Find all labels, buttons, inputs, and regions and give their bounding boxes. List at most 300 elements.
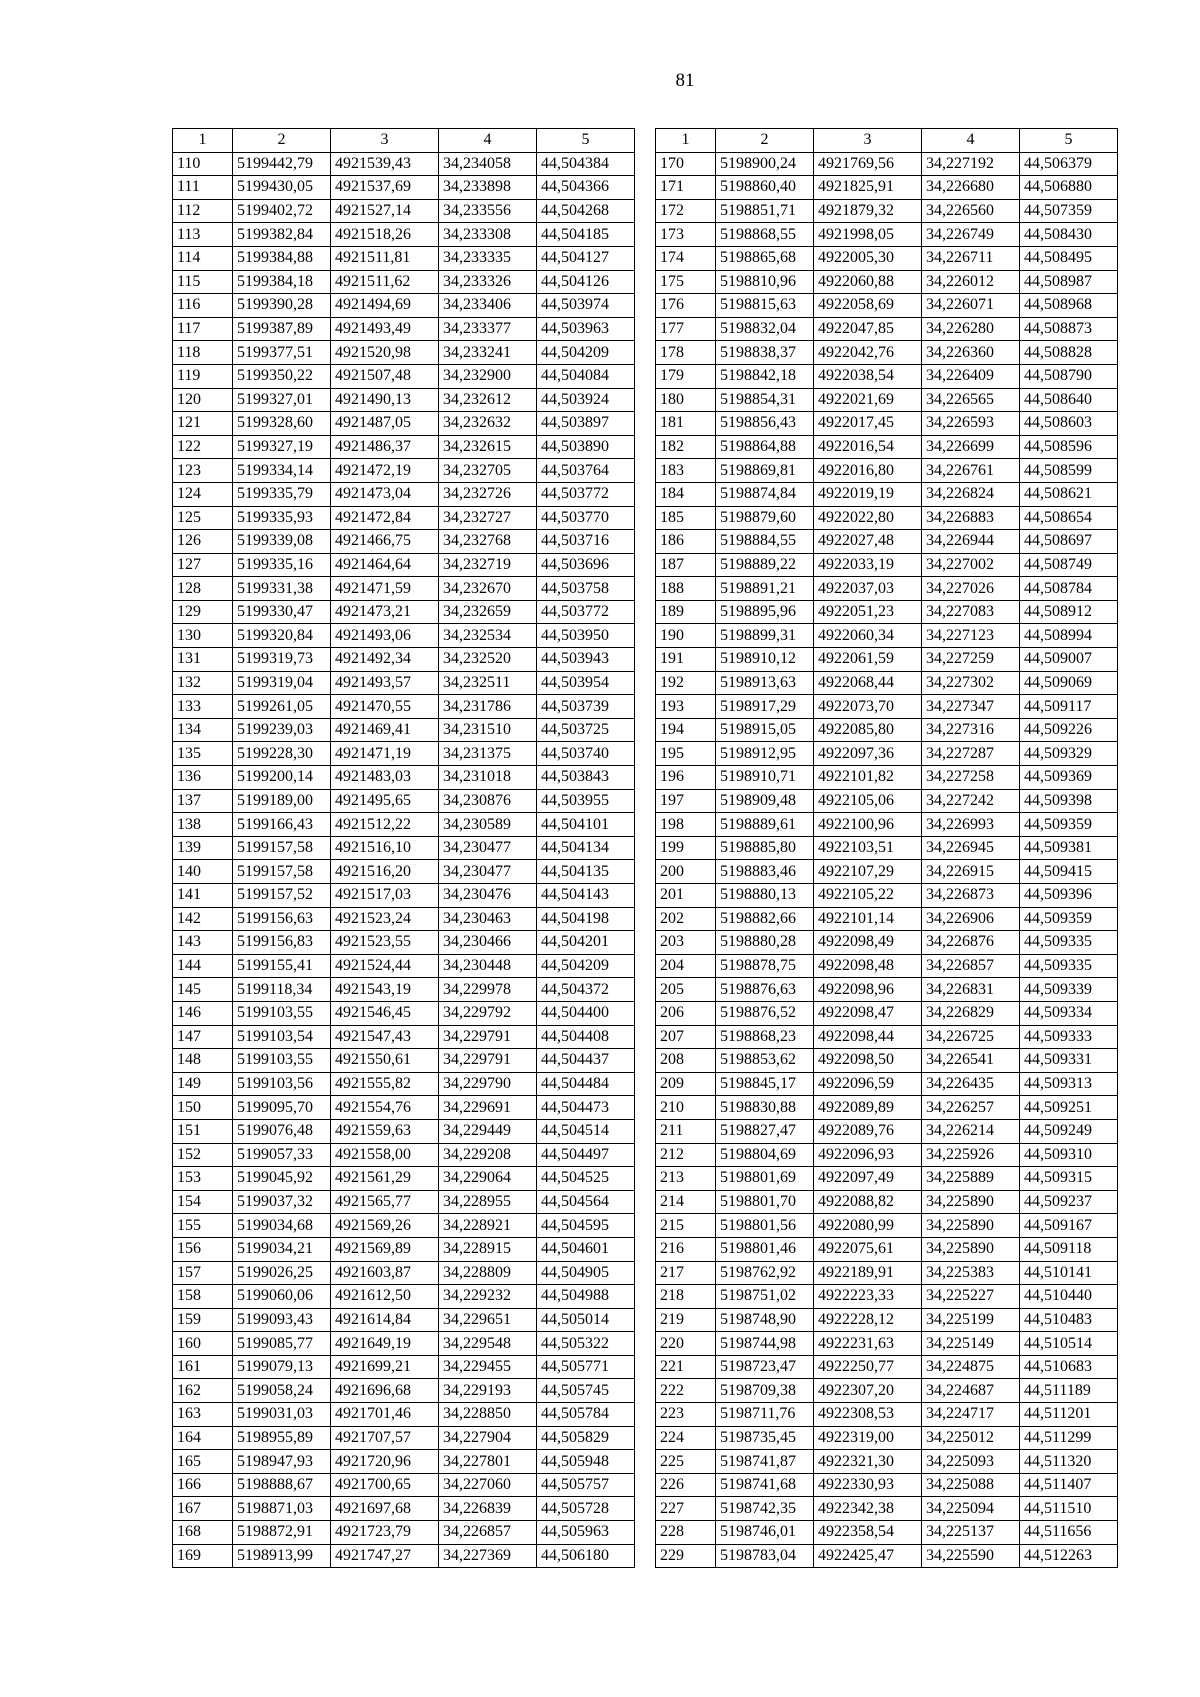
table-cell: 44,509237 [1020, 1190, 1118, 1214]
table-cell: 4922103,51 [814, 836, 922, 860]
table-cell: 4922097,49 [814, 1167, 922, 1191]
table-cell: 34,226906 [922, 907, 1020, 931]
table-row [656, 176, 1118, 200]
table-cell: 5199034,68 [233, 1214, 331, 1238]
table-cell: 44,509329 [1020, 742, 1118, 766]
table-cell: 149 [173, 1072, 233, 1096]
table-cell: 34,231786 [439, 695, 537, 719]
table-cell: 4921547,43 [331, 1025, 439, 1049]
table-cell: 4921523,24 [331, 907, 439, 931]
table-cell: 110 [173, 152, 233, 176]
table-cell: 5198900,24 [716, 152, 814, 176]
table-cell: 127 [173, 553, 233, 577]
table-row [656, 459, 1118, 483]
table-cell: 44,504084 [537, 364, 635, 388]
table-cell: 5199058,24 [233, 1379, 331, 1403]
table-row [173, 1426, 635, 1450]
table-cell: 118 [173, 341, 233, 365]
table-cell: 4922098,96 [814, 978, 922, 1002]
table-cell: 201 [656, 884, 716, 908]
table-cell: 34,225199 [922, 1308, 1020, 1332]
table-cell: 5198876,52 [716, 1001, 814, 1025]
table-cell: 4922060,34 [814, 624, 922, 648]
table-cell: 44,503890 [537, 435, 635, 459]
table-cell: 4922017,45 [814, 412, 922, 436]
table-cell: 115 [173, 270, 233, 294]
table-cell: 34,230876 [439, 789, 537, 813]
table-row [656, 152, 1118, 176]
table-cell: 34,228850 [439, 1403, 537, 1427]
table-cell: 5199377,51 [233, 341, 331, 365]
table-cell: 5198801,69 [716, 1167, 814, 1191]
table-cell: 187 [656, 553, 716, 577]
table-cell: 44,509334 [1020, 1001, 1118, 1025]
table-cell: 143 [173, 931, 233, 955]
table-cell: 219 [656, 1308, 716, 1332]
table-cell: 44,504201 [537, 931, 635, 955]
table-cell: 34,224875 [922, 1355, 1020, 1379]
table-row [173, 246, 635, 270]
table-cell: 4922308,53 [814, 1403, 922, 1427]
table-cell: 44,504366 [537, 176, 635, 200]
table-cell: 5199103,54 [233, 1025, 331, 1049]
table-cell: 4921696,68 [331, 1379, 439, 1403]
table-cell: 120 [173, 388, 233, 412]
table-cell: 225 [656, 1450, 716, 1474]
table-cell: 5199335,93 [233, 506, 331, 530]
table-cell: 5199166,43 [233, 813, 331, 837]
table-row [656, 718, 1118, 742]
table-cell: 141 [173, 884, 233, 908]
table-cell: 4921697,68 [331, 1497, 439, 1521]
table-cell: 34,226944 [922, 530, 1020, 554]
table-row [656, 671, 1118, 695]
table-cell: 34,227083 [922, 600, 1020, 624]
coordinates-table-left [172, 128, 635, 1568]
table-cell: 4921493,57 [331, 671, 439, 695]
table-cell: 34,225094 [922, 1497, 1020, 1521]
table-cell: 4922005,30 [814, 246, 922, 270]
table-cell: 5198845,17 [716, 1072, 814, 1096]
table-cell: 4922105,06 [814, 789, 922, 813]
table-cell: 199 [656, 836, 716, 860]
table-cell: 4921546,45 [331, 1001, 439, 1025]
table-cell: 34,232632 [439, 412, 537, 436]
table-cell: 5199384,88 [233, 246, 331, 270]
table-cell: 128 [173, 577, 233, 601]
table-row [173, 1167, 635, 1191]
table-cell: 44,509331 [1020, 1049, 1118, 1073]
table-cell: 200 [656, 860, 716, 884]
table-cell: 4922061,59 [814, 648, 922, 672]
table-cell: 220 [656, 1332, 716, 1356]
table-row [173, 152, 635, 176]
table-cell: 34,232534 [439, 624, 537, 648]
table-cell: 5199330,47 [233, 600, 331, 624]
table-cell: 34,226993 [922, 813, 1020, 837]
table-cell: 137 [173, 789, 233, 813]
table-cell: 4922037,03 [814, 577, 922, 601]
table-cell: 5198879,60 [716, 506, 814, 530]
table-cell: 34,226824 [922, 482, 1020, 506]
table-cell: 44,505948 [537, 1450, 635, 1474]
table-cell: 44,504905 [537, 1261, 635, 1285]
table-row [656, 648, 1118, 672]
table-cell: 44,505014 [537, 1308, 635, 1332]
table-cell: 5199319,04 [233, 671, 331, 695]
table-row [656, 553, 1118, 577]
table-cell: 4922019,19 [814, 482, 922, 506]
table-cell: 5199261,05 [233, 695, 331, 719]
table-cell: 34,227316 [922, 718, 1020, 742]
table-cell: 4921565,77 [331, 1190, 439, 1214]
table-cell: 5198891,21 [716, 577, 814, 601]
table-cell: 4921486,37 [331, 435, 439, 459]
table-row [656, 695, 1118, 719]
table-cell: 5198882,66 [716, 907, 814, 931]
table-cell: 34,226749 [922, 223, 1020, 247]
table-cell: 44,504595 [537, 1214, 635, 1238]
table-cell: 34,227026 [922, 577, 1020, 601]
table-cell: 34,230589 [439, 813, 537, 837]
table-cell: 4921471,19 [331, 742, 439, 766]
table-cell: 5198876,63 [716, 978, 814, 1002]
table-cell: 44,504400 [537, 1001, 635, 1025]
table-cell: 34,225137 [922, 1521, 1020, 1545]
table-cell: 5198878,75 [716, 954, 814, 978]
table-cell: 4921539,43 [331, 152, 439, 176]
table-cell: 34,229232 [439, 1285, 537, 1309]
table-row [173, 836, 635, 860]
table-cell: 44,505829 [537, 1426, 635, 1450]
table-cell: 44,504209 [537, 954, 635, 978]
table-cell: 139 [173, 836, 233, 860]
table-cell: 4921723,79 [331, 1521, 439, 1545]
table-cell: 4922042,76 [814, 341, 922, 365]
table-cell: 44,509339 [1020, 978, 1118, 1002]
table-cell: 227 [656, 1497, 716, 1521]
table-cell: 4922033,19 [814, 553, 922, 577]
table-row [173, 860, 635, 884]
table-cell: 4922231,63 [814, 1332, 922, 1356]
table-cell: 34,226012 [922, 270, 1020, 294]
table-cell: 4921537,69 [331, 176, 439, 200]
table-cell: 44,511299 [1020, 1426, 1118, 1450]
table-cell: 5199442,79 [233, 152, 331, 176]
table-row [656, 1025, 1118, 1049]
table-cell: 171 [656, 176, 716, 200]
table-cell: 5199350,22 [233, 364, 331, 388]
table-cell: 34,230448 [439, 954, 537, 978]
table-cell: 4921700,65 [331, 1473, 439, 1497]
table-cell: 4922021,69 [814, 388, 922, 412]
table-cell: 179 [656, 364, 716, 388]
table-cell: 44,510514 [1020, 1332, 1118, 1356]
table-cell: 5198872,91 [233, 1521, 331, 1545]
table-cell: 44,505745 [537, 1379, 635, 1403]
table-cell: 34,227242 [922, 789, 1020, 813]
table-cell: 34,226839 [439, 1497, 537, 1521]
table-cell: 34,229791 [439, 1049, 537, 1073]
table-cell: 215 [656, 1214, 716, 1238]
table-cell: 5199037,32 [233, 1190, 331, 1214]
table-cell: 4921473,21 [331, 600, 439, 624]
column-header: 4 [922, 129, 1020, 153]
table-cell: 5198854,31 [716, 388, 814, 412]
table-row [173, 341, 635, 365]
table-row [173, 1544, 635, 1568]
table-cell: 5198709,38 [716, 1379, 814, 1403]
table-cell: 44,504143 [537, 884, 635, 908]
table-cell: 4922058,69 [814, 294, 922, 318]
table-row [656, 1426, 1118, 1450]
table-cell: 123 [173, 459, 233, 483]
table-cell: 34,227369 [439, 1544, 537, 1568]
table-row [656, 813, 1118, 837]
table-cell: 197 [656, 789, 716, 813]
table-cell: 5199157,52 [233, 884, 331, 908]
table-cell: 34,233556 [439, 199, 537, 223]
table-cell: 34,230477 [439, 860, 537, 884]
table-cell: 34,234058 [439, 152, 537, 176]
table-cell: 34,226071 [922, 294, 1020, 318]
table-row [173, 648, 635, 672]
table-row [173, 1308, 635, 1332]
table-cell: 34,230463 [439, 907, 537, 931]
table-cell: 5199334,14 [233, 459, 331, 483]
table-cell: 5199430,05 [233, 176, 331, 200]
table-cell: 196 [656, 766, 716, 790]
table-cell: 5199328,60 [233, 412, 331, 436]
table-cell: 44,503739 [537, 695, 635, 719]
table-cell: 4922098,49 [814, 931, 922, 955]
table-row [656, 364, 1118, 388]
table-cell: 194 [656, 718, 716, 742]
table-row [656, 1167, 1118, 1191]
table-cell: 44,508994 [1020, 624, 1118, 648]
table-cell: 5199228,30 [233, 742, 331, 766]
table-cell: 34,229208 [439, 1143, 537, 1167]
table-cell: 133 [173, 695, 233, 719]
table-cell: 4921464,64 [331, 553, 439, 577]
table-cell: 34,225590 [922, 1544, 1020, 1568]
table-cell: 34,226883 [922, 506, 1020, 530]
table-row [656, 1521, 1118, 1545]
table-cell: 34,232705 [439, 459, 537, 483]
table-cell: 4921998,05 [814, 223, 922, 247]
table-row [173, 317, 635, 341]
table-cell: 152 [173, 1143, 233, 1167]
table-cell: 184 [656, 482, 716, 506]
table-cell: 5198815,63 [716, 294, 814, 318]
table-cell: 34,226257 [922, 1096, 1020, 1120]
table-cell: 4922330,93 [814, 1473, 922, 1497]
table-cell: 44,509359 [1020, 907, 1118, 931]
table-cell: 34,232727 [439, 506, 537, 530]
table-cell: 44,505322 [537, 1332, 635, 1356]
table-cell: 4921493,06 [331, 624, 439, 648]
table-row [173, 1521, 635, 1545]
table-cell: 5198868,23 [716, 1025, 814, 1049]
table-cell: 208 [656, 1049, 716, 1073]
table-cell: 4922358,54 [814, 1521, 922, 1545]
table-cell: 117 [173, 317, 233, 341]
table-cell: 34,229978 [439, 978, 537, 1002]
table-row [173, 388, 635, 412]
table-cell: 216 [656, 1237, 716, 1261]
table-cell: 44,506379 [1020, 152, 1118, 176]
table-cell: 34,228915 [439, 1237, 537, 1261]
table-row [656, 1355, 1118, 1379]
table-row [173, 624, 635, 648]
table-row [173, 1143, 635, 1167]
table-row [173, 294, 635, 318]
table-row [173, 1285, 635, 1309]
table-cell: 145 [173, 978, 233, 1002]
table-cell: 5199103,55 [233, 1049, 331, 1073]
table-row [656, 624, 1118, 648]
table-cell: 134 [173, 718, 233, 742]
table-cell: 189 [656, 600, 716, 624]
table-cell: 5198742,35 [716, 1497, 814, 1521]
table-cell: 5199093,43 [233, 1308, 331, 1332]
table-cell: 4921516,20 [331, 860, 439, 884]
table-cell: 34,233898 [439, 176, 537, 200]
table-cell: 5199155,41 [233, 954, 331, 978]
table-row [656, 1473, 1118, 1497]
table-cell: 162 [173, 1379, 233, 1403]
table-cell: 34,226876 [922, 931, 1020, 955]
table-cell: 4922098,47 [814, 1001, 922, 1025]
table-cell: 4922342,38 [814, 1497, 922, 1521]
table-cell: 126 [173, 530, 233, 554]
table-cell: 5199103,55 [233, 1001, 331, 1025]
table-cell: 4921469,41 [331, 718, 439, 742]
table-cell: 34,229193 [439, 1379, 537, 1403]
table-cell: 209 [656, 1072, 716, 1096]
table-cell: 34,229651 [439, 1308, 537, 1332]
table-cell: 44,504209 [537, 341, 635, 365]
table-row [173, 1049, 635, 1073]
table-cell: 34,226435 [922, 1072, 1020, 1096]
table-cell: 5198917,29 [716, 695, 814, 719]
table-cell: 4921492,34 [331, 648, 439, 672]
table-row [173, 1497, 635, 1521]
table-cell: 34,229064 [439, 1167, 537, 1191]
table-cell: 5198735,45 [716, 1426, 814, 1450]
table-cell: 221 [656, 1355, 716, 1379]
table-cell: 159 [173, 1308, 233, 1332]
table-cell: 4922319,00 [814, 1426, 922, 1450]
table-cell: 34,232615 [439, 435, 537, 459]
column-header: 1 [656, 129, 716, 153]
table-cell: 44,508621 [1020, 482, 1118, 506]
table-cell: 5198838,37 [716, 341, 814, 365]
table-cell: 44,507359 [1020, 199, 1118, 223]
table-cell: 4922075,61 [814, 1237, 922, 1261]
table-cell: 44,504126 [537, 270, 635, 294]
table-row [656, 1096, 1118, 1120]
table-cell: 132 [173, 671, 233, 695]
table-row [173, 789, 635, 813]
table-cell: 34,232520 [439, 648, 537, 672]
table-cell: 44,509313 [1020, 1072, 1118, 1096]
table-cell: 34,228955 [439, 1190, 537, 1214]
table-cell: 44,503758 [537, 577, 635, 601]
table-cell: 5198864,88 [716, 435, 814, 459]
table-cell: 44,505963 [537, 1521, 635, 1545]
table-cell: 4921569,26 [331, 1214, 439, 1238]
table-cell: 4921550,61 [331, 1049, 439, 1073]
table-cell: 4922250,77 [814, 1355, 922, 1379]
table-cell: 44,505757 [537, 1473, 635, 1497]
table-cell: 34,226360 [922, 341, 1020, 365]
table-cell: 5199045,92 [233, 1167, 331, 1191]
table-cell: 44,505728 [537, 1497, 635, 1521]
table-row [173, 742, 635, 766]
table-cell: 34,227258 [922, 766, 1020, 790]
table-cell: 34,233241 [439, 341, 537, 365]
table-cell: 5198910,12 [716, 648, 814, 672]
table-row [656, 1119, 1118, 1143]
table-row [656, 1450, 1118, 1474]
table-cell: 4921561,29 [331, 1167, 439, 1191]
table-cell: 146 [173, 1001, 233, 1025]
table-row [173, 270, 635, 294]
table-cell: 34,232511 [439, 671, 537, 695]
table-cell: 44,510440 [1020, 1285, 1118, 1309]
table-row [656, 1049, 1118, 1073]
table-cell: 4921517,03 [331, 884, 439, 908]
table-cell: 4921470,55 [331, 695, 439, 719]
table-cell: 5198832,04 [716, 317, 814, 341]
table-cell: 121 [173, 412, 233, 436]
table-row [656, 435, 1118, 459]
table-cell: 34,232659 [439, 600, 537, 624]
table-row [173, 931, 635, 955]
table-cell: 34,226873 [922, 884, 1020, 908]
table-row [173, 813, 635, 837]
table-cell: 44,511189 [1020, 1379, 1118, 1403]
table-cell: 44,509167 [1020, 1214, 1118, 1238]
table-row [656, 1261, 1118, 1285]
table-cell: 5198711,76 [716, 1403, 814, 1427]
table-cell: 44,505784 [537, 1403, 635, 1427]
table-cell: 4922100,96 [814, 813, 922, 837]
table-cell: 34,226829 [922, 1001, 1020, 1025]
table-cell: 155 [173, 1214, 233, 1238]
table-row [173, 412, 635, 436]
table-cell: 4921558,00 [331, 1143, 439, 1167]
table-cell: 34,227904 [439, 1426, 537, 1450]
table-cell: 188 [656, 577, 716, 601]
table-row [173, 506, 635, 530]
table-cell: 174 [656, 246, 716, 270]
table-cell: 5198810,96 [716, 270, 814, 294]
table-cell: 34,225227 [922, 1285, 1020, 1309]
column-header: 2 [233, 129, 331, 153]
table-cell: 34,233326 [439, 270, 537, 294]
table-row [656, 388, 1118, 412]
table-cell: 34,227259 [922, 648, 1020, 672]
table-cell: 44,504437 [537, 1049, 635, 1073]
table-cell: 5199384,18 [233, 270, 331, 294]
table-cell: 44,509315 [1020, 1167, 1118, 1191]
table-cell: 151 [173, 1119, 233, 1143]
table-cell: 34,224717 [922, 1403, 1020, 1427]
table-cell: 4921493,49 [331, 317, 439, 341]
table-cell: 34,230477 [439, 836, 537, 860]
